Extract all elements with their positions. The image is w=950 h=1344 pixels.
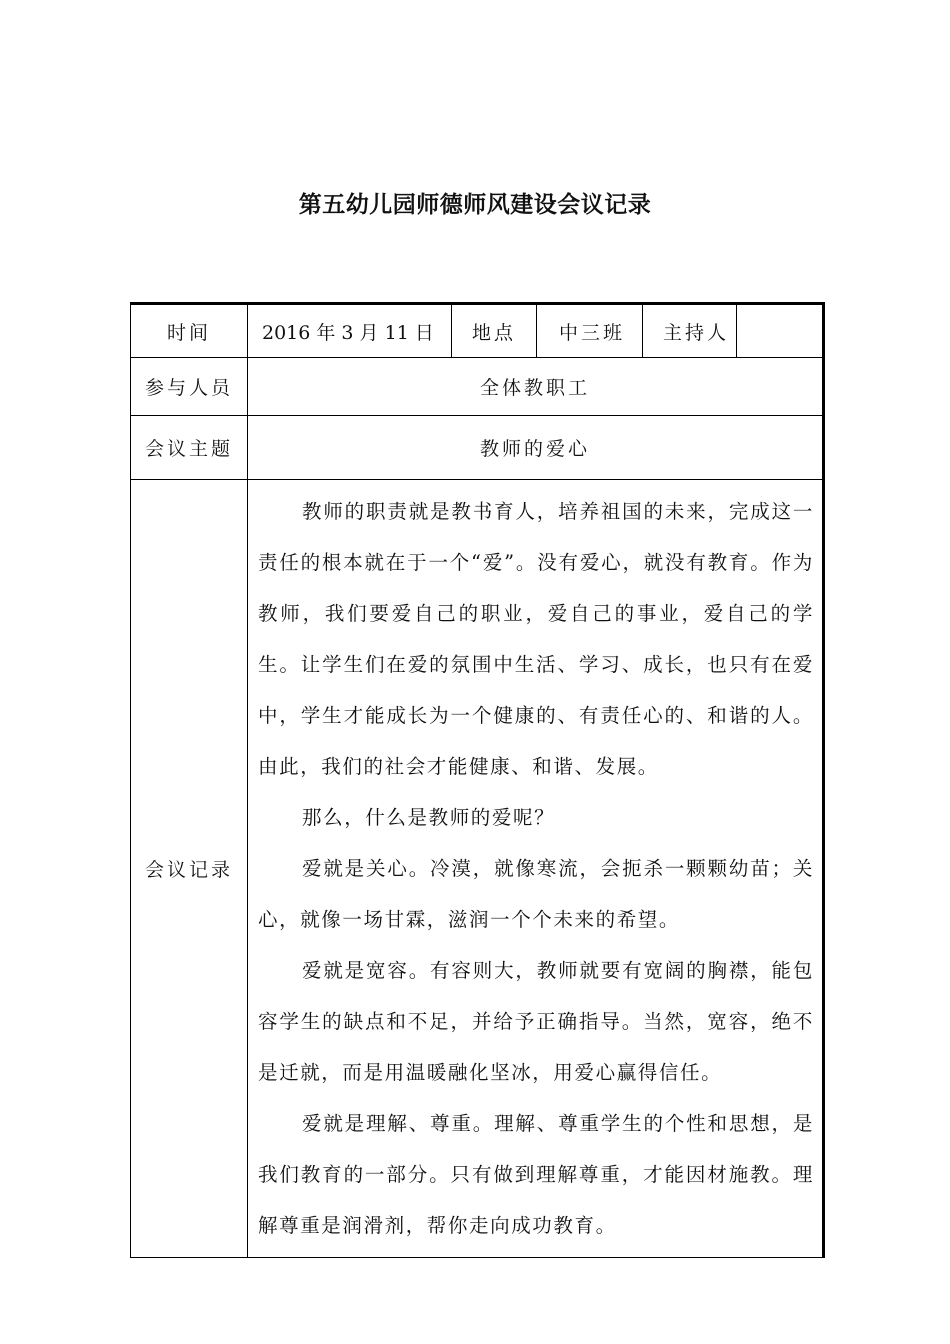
participants-value: 全体教职工 bbox=[248, 358, 824, 416]
place-label: 地点 bbox=[452, 304, 537, 358]
minutes-paragraph: 那么，什么是教师的爱呢？ bbox=[302, 806, 556, 829]
minutes-label: 会议记录 bbox=[131, 480, 248, 1258]
host-value bbox=[737, 304, 824, 358]
meeting-record-table bbox=[130, 302, 825, 1258]
page-title: 第五幼儿园师德师风建设会议记录 bbox=[298, 192, 652, 218]
date-value: 2016 年 3 月 11 日 bbox=[248, 304, 452, 358]
table-row-minutes bbox=[131, 480, 824, 1258]
time-label: 时间 bbox=[131, 304, 248, 358]
minutes-content bbox=[248, 480, 824, 1258]
minutes-paragraph: 爱就是理解、尊重。理解、尊重学生的个性和思想，是我们教育的一部分。只有做到理解尊重，才能因材施教。理解尊重是润滑剂，帮你走向成功教育。 bbox=[258, 1112, 814, 1237]
host-label: 主持人 bbox=[643, 304, 737, 358]
minutes-paragraph: 教师的职责就是教书育人，培养祖国的未来，完成这一责任的根本就在于一个“爱”。没有爱心，就没有教育。作为教师，我们要爱自己的职业，爱自己的事业，爱自己的学生。让学生们在爱的氛围中生活、学习、成长，也只有在爱中，学生才能成长为一个健康的、有责任心的、和谐的人。由此，我们的社会才能健康、和谐、发展。 bbox=[258, 500, 814, 778]
table-row-participants bbox=[131, 358, 824, 416]
minutes-paragraph: 爱就是宽容。有容则大，教师就要有宽阔的胸襟，能包容学生的缺点和不足，并给予正确指导。当然，宽容，绝不是迁就，而是用温暖融化坚冰，用爱心赢得信任。 bbox=[258, 959, 814, 1084]
topic-value: 教师的爱心 bbox=[248, 416, 824, 480]
participants-label: 参与人员 bbox=[131, 358, 248, 416]
topic-label: 会议主题 bbox=[131, 416, 248, 480]
table-row-time bbox=[131, 304, 824, 358]
minutes-paragraph: 爱就是关心。冷漠，就像寒流，会扼杀一颗颗幼苗；关心，就像一场甘霖，滋润一个个未来的希望。 bbox=[258, 857, 814, 931]
table-row-topic bbox=[131, 416, 824, 480]
place-value: 中三班 bbox=[537, 304, 643, 358]
